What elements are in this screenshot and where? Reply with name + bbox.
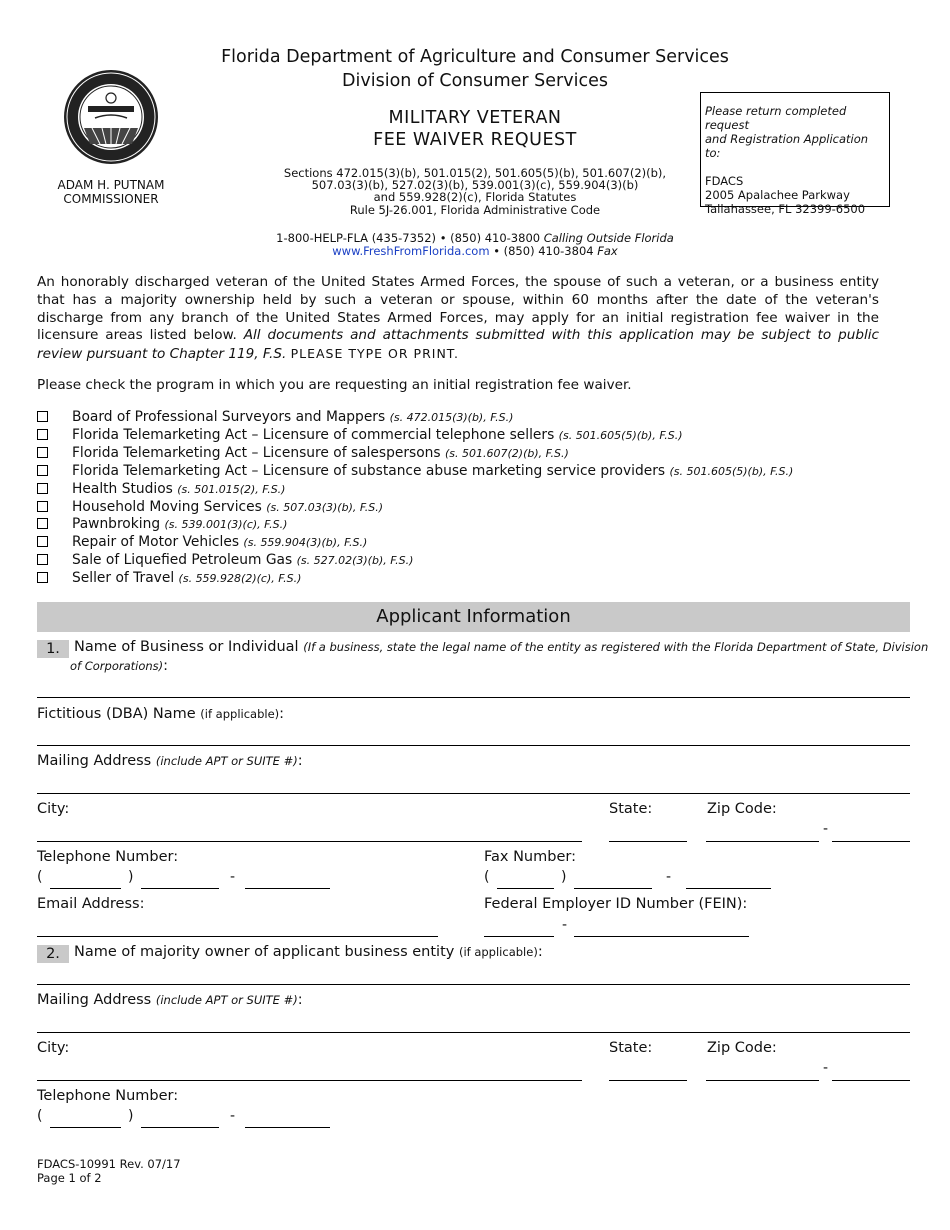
form-title-line1: MILITARY VETERAN [388, 108, 562, 128]
state-field[interactable] [609, 841, 687, 842]
fax-area-field[interactable] [497, 888, 554, 889]
web-fax-line: www.FreshFromFlorida.com • (850) 410-3804 Fax [332, 244, 618, 258]
section-number-2: 2. [37, 945, 69, 963]
mailing-address-label: Mailing Address (include APT or SUITE #): [37, 753, 303, 769]
page-number: Page 1 of 2 [37, 1171, 102, 1185]
phone-paren-open: ( [37, 869, 43, 885]
fein-label: Federal Employer ID Number (FEIN): [484, 896, 748, 912]
email-field[interactable] [37, 936, 438, 937]
phone-line-field[interactable] [245, 888, 330, 889]
form-number: FDACS-10991 Rev. 07/17 [37, 1157, 181, 1171]
checkbox[interactable] [37, 572, 48, 583]
checkbox[interactable] [37, 465, 48, 476]
checkbox[interactable] [37, 554, 48, 565]
fein-prefix-field[interactable] [484, 936, 554, 937]
owner-zip-ext-field[interactable] [832, 1080, 910, 1081]
fax-dash: - [666, 869, 672, 885]
owner-mailing-address-field[interactable] [37, 1032, 910, 1033]
owner-phone-paren-close: ) [128, 1108, 134, 1124]
checkbox[interactable] [37, 411, 48, 422]
owner-mailing-address-label: Mailing Address (include APT or SUITE #): [37, 992, 303, 1008]
owner-phone-line-field[interactable] [245, 1127, 330, 1128]
website-link[interactable]: www.FreshFromFlorida.com [332, 244, 490, 258]
city-field[interactable] [37, 841, 582, 842]
phone-prefix-field[interactable] [141, 888, 219, 889]
owner-phone-dash: - [230, 1108, 236, 1124]
owner-phone-paren-open: ( [37, 1108, 43, 1124]
phone-dash: - [230, 869, 236, 885]
program-option[interactable]: Repair of Motor Vehicles (s. 559.904(3)(b), F.S.) [37, 534, 367, 551]
phone-area-field[interactable] [50, 888, 121, 889]
form-title-line2: FEE WAIVER REQUEST [373, 130, 577, 150]
fax-paren-open: ( [484, 869, 490, 885]
zip-label: Zip Code: [707, 801, 777, 817]
zip-field[interactable] [706, 841, 819, 842]
fax-label: Fax Number: [484, 849, 576, 865]
owner-city-field[interactable] [37, 1080, 582, 1081]
fax-paren-close: ) [561, 869, 567, 885]
phone-paren-close: ) [128, 869, 134, 885]
dba-label: Fictitious (DBA) Name (if applicable): [37, 706, 285, 722]
division-name: Division of Consumer Services [342, 71, 608, 91]
majority-owner-field[interactable] [37, 984, 910, 985]
program-option[interactable]: Florida Telemarketing Act – Licensure of salespersons (s. 501.607(2)(b), F.S.) [37, 445, 569, 462]
owner-state-label: State: [609, 1040, 653, 1056]
checkbox[interactable] [37, 518, 48, 529]
business-name-label: Name of Business or Individual (If a business, state the legal name of the entity as registered with the Florida Department of State, Division [74, 639, 929, 655]
owner-city-label: City: [37, 1040, 70, 1056]
program-option[interactable]: Pawnbroking (s. 539.001(3)(c), F.S.) [37, 516, 287, 533]
fdacs-seal [62, 68, 160, 166]
program-option[interactable]: Florida Telemarketing Act – Licensure of substance abuse marketing service providers (s. 501.605(5)(b), F.S.) [37, 463, 793, 480]
department-name: Florida Department of Agriculture and Consumer Services [221, 47, 729, 67]
owner-zip-field[interactable] [706, 1080, 819, 1081]
owner-state-field[interactable] [609, 1080, 687, 1081]
statutes-line2: 507.03(3)(b), 527.02(3)(b), 539.001(3)(c), 559.904(3)(b) [311, 178, 639, 192]
business-name-note: of Corporations): [70, 658, 169, 674]
owner-phone-prefix-field[interactable] [141, 1127, 219, 1128]
statutes-line4: Rule 5J-26.001, Florida Administrative Code [349, 203, 601, 217]
owner-phone-label: Telephone Number: [37, 1088, 179, 1104]
checkbox[interactable] [37, 447, 48, 458]
check-instruction: Please check the program in which you are requesting an initial registration fee waiver. [37, 377, 632, 393]
checkbox[interactable] [37, 536, 48, 547]
section-number-1: 1. [37, 640, 69, 658]
statutes-line1: Sections 472.015(3)(b), 501.015(2), 501.605(5)(b), 501.607(2)(b), [283, 166, 667, 180]
phone-label: Telephone Number: [37, 849, 179, 865]
business-name-field[interactable] [37, 697, 910, 698]
program-option[interactable]: Sale of Liquefied Petroleum Gas (s. 527.02(3)(b), F.S.) [37, 552, 413, 569]
return-address-box: Please return completed request and Registration Application to: FDACS 2005 Apalachee Parkway Tallahassee, FL 32399-6500 [700, 92, 890, 207]
program-option[interactable]: Florida Telemarketing Act – Licensure of commercial telephone sellers (s. 501.605(5)(b), F.S.) [37, 427, 683, 444]
city-label: City: [37, 801, 70, 817]
mailing-address-field[interactable] [37, 793, 910, 794]
commissioner-title: COMMISSIONER [63, 192, 159, 206]
program-option[interactable]: Seller of Travel (s. 559.928(2)(c), F.S.) [37, 570, 301, 587]
section-title-applicant: Applicant Information [37, 602, 910, 632]
owner-zip-label: Zip Code: [707, 1040, 777, 1056]
program-option[interactable]: Board of Professional Surveyors and Mappers (s. 472.015(3)(b), F.S.) [37, 409, 513, 426]
intro-paragraph: An honorably discharged veteran of the United States Armed Forces, the spouse of such a veteran, or a business entity that has a majority ownership held by such a veteran or spouse, within 60 months after the date of the veteran's discharge from any branch of the United States Armed Forces, may apply for an initial registration fee waiver in the licensure areas listed below. All documents and attachments submitted with this application may be subject to public review pursuant to Chapter 119, F.S. PLEASE TYPE OR PRINT. [37, 274, 880, 363]
program-option[interactable]: Household Moving Services (s. 507.03(3)(b), F.S.) [37, 499, 383, 516]
zip-ext-field[interactable] [832, 841, 910, 842]
program-option[interactable]: Health Studios (s. 501.015(2), F.S.) [37, 481, 285, 498]
state-label: State: [609, 801, 653, 817]
owner-zip-dash: - [823, 1060, 829, 1076]
commissioner-name: ADAM H. PUTNAM [57, 178, 165, 192]
zip-dash: - [823, 821, 829, 837]
checkbox[interactable] [37, 501, 48, 512]
fax-line-field[interactable] [686, 888, 771, 889]
fein-suffix-field[interactable] [574, 936, 749, 937]
dba-field[interactable] [37, 745, 910, 746]
checkbox[interactable] [37, 483, 48, 494]
checkbox[interactable] [37, 429, 48, 440]
statutes-line3: and 559.928(2)(c), Florida Statutes [373, 190, 577, 204]
owner-phone-area-field[interactable] [50, 1127, 121, 1128]
fein-dash: - [562, 917, 568, 933]
email-label: Email Address: [37, 896, 145, 912]
phone-line: 1-800-HELP-FLA (435-7352) • (850) 410-3800 Calling Outside Florida [276, 231, 674, 245]
fax-prefix-field[interactable] [574, 888, 652, 889]
majority-owner-label: Name of majority owner of applicant business entity (if applicable): [74, 944, 543, 960]
